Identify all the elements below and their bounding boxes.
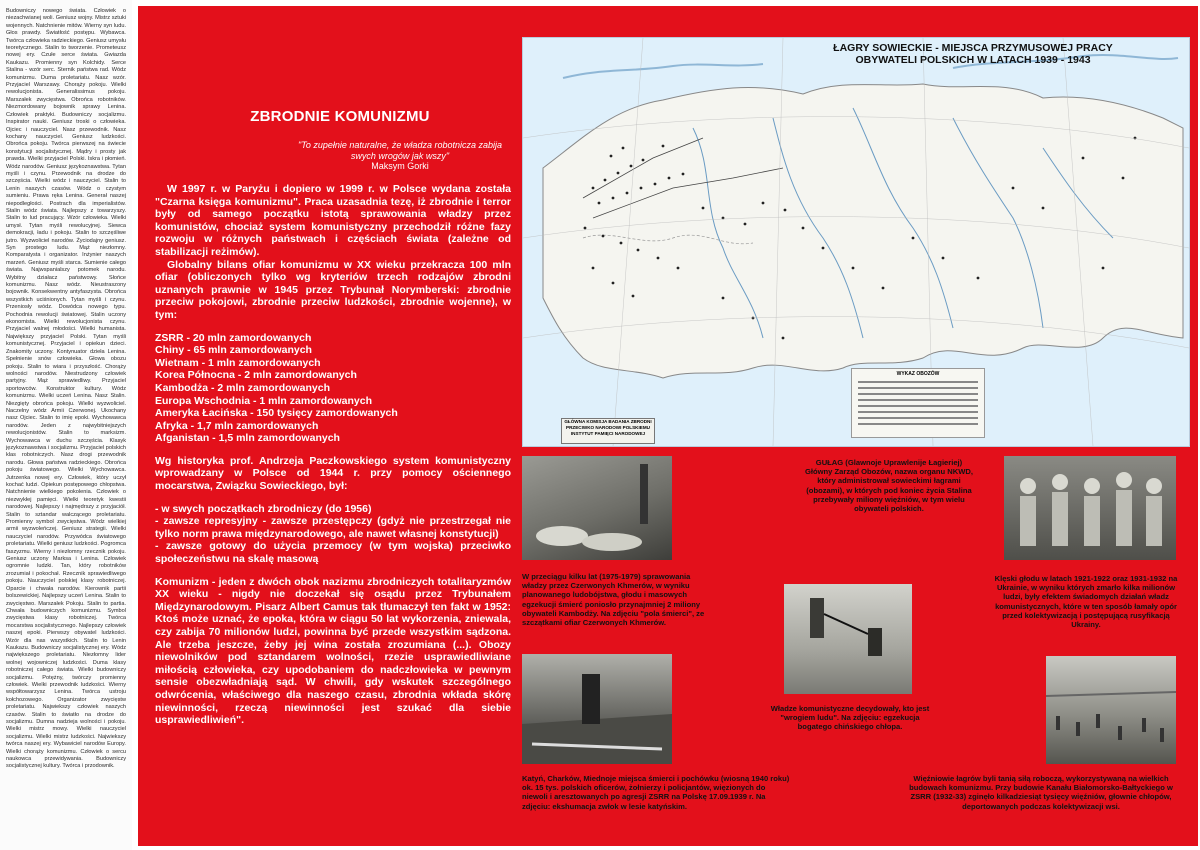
- list-item: Afryka - 1,7 mln zamordowanych: [155, 419, 319, 432]
- victims-list: [155, 332, 511, 445]
- list-item: Korea Północna - 2 mln zamordowanych: [155, 369, 357, 382]
- gulag-map: [522, 37, 1190, 447]
- photo-katyn: [522, 654, 672, 764]
- photo-famine-children-image: [1004, 456, 1176, 560]
- list-item: - zawsze represyjny - zawsze przestępczy (gdyż nie przestrzegał nie tylko norm prawa międzynarodowego, ale nawet własnej konstytucji): [155, 515, 511, 540]
- photo-famine-children: [1004, 456, 1176, 560]
- left-column-slogans: [0, 0, 132, 850]
- epigraph-quote: "To zupełnie naturalne, że władza robotnicza zabija swych wrogów jak wszy": [298, 140, 502, 161]
- list-item: Kambodża - 2 mln zamordowanych: [155, 381, 331, 394]
- caption-canal: Więźniowie łagrów byli tanią siłą roboczą, wykorzystywaną na wielkich budowach komunizmu. Przy budowie Kanału Białomorsko-Bałtyckiego w ZSRR (1932-33) zginęło kilkadziesiąt tysięcy więźniów, głownie chłopów, deportowanych podczas kolektywizacji wsi.: [909, 774, 1173, 811]
- map-title: [773, 42, 1173, 66]
- paragraph-paczkowski: Wg historyka prof. Andrzeja Paczkowskiego system komunistyczny wprowadzany w Polsce od 1944 r. przy pomocy ościennego mocarstwa, Związku Sowieckiego, był:: [155, 454, 511, 493]
- list-item: Ameryka Łacińska - 150 tysięcy zamordowanych: [155, 407, 398, 420]
- photo-katyn-image: [522, 654, 672, 764]
- paragraph-global-toll: Globalny bilans ofiar komunizmu w XX wieku przekracza 100 mln ofiar (obliczonych tylko wg kryteriów trzech rodzajów zbrodni uznanych prawnie w 1945 przez Trybunał Norymberski: zbrodnie przeciw pokojowi, zbrodnie przeciw ludzkości, zbrodnie wojenne), w tym:: [155, 258, 511, 321]
- photo-canal-workers-image: [1046, 656, 1176, 764]
- main-article: [155, 183, 511, 727]
- list-item: Wietnam - 1 mln zamordowanych: [155, 356, 321, 369]
- list-item: ZSRR - 20 mln zamordowanych: [155, 331, 312, 344]
- photo-killing-fields: [522, 456, 672, 560]
- list-item: - w swych początkach zbrodniczy (do 1956): [155, 502, 372, 515]
- caption-gulag: GUŁAG (Glawnoje Uprawlenije Łagieriej) Główny Zarząd Obozów, nazwa organu NKWD, który administrował sowieckimi łagrami (obozami), w których pod koniec życia Stalina przebywały miliony więźniów, w tym wielu obywateli polskich.: [804, 458, 974, 514]
- list-item: Chiny - 65 mln zamordowanych: [155, 344, 312, 357]
- paragraph-black-book: W 1997 r. w Paryżu i dopiero w 1999 r. w Polsce wydana została "Czarna księga komunizmu". Praca uzasadnia tezę, iż zbrodnie i terror były od samego początku istotą sprawowania władzy przez komunistów, chociaż system komunistyczny przechodził różne fazy rozwoju w różnych państwach i częściach świata (zależne od stabilizacji reżimów).: [155, 183, 511, 258]
- caption-ukraine-famine: Klęski głodu w latach 1921-1922 oraz 1931-1932 na Ukrainie, w wyniku których zmarło kilka milionów ludzi, były efektem świadomych działań władz komunistycznych, które w ten sposób łamały opór przed kolektywizacją i postępującą rusyfikacją Ukrainy.: [994, 574, 1178, 630]
- list-item: - zawsze gotowy do użycia przemocy (w tym wojska) przeciwko społeczeństwu na skalę masową: [155, 540, 511, 566]
- map-legend: [851, 368, 985, 438]
- photo-canal-workers: [1046, 656, 1176, 764]
- caption-khmer: W przeciągu kilku lat (1975-1979) sprawowania władzy przez Czerwonych Khmerów, w wyniku planowanego ludobójstwa, głodu i masowych egzekucji śmierć poniosło przynajmniej 2 miliony obywateli Kambodży. Na zdjęciu "pola śmierci", ze szczątkami ofiar Czerwonych Khmerów.: [522, 572, 705, 628]
- paragraph-camus: Komunizm - jeden z dwóch obok nazizmu zbrodniczych totalitaryzmów XX wieku - nigdy nie doczekał się osądu przez Trybunałem Międzynarodowym. Pisarz Albert Camus tak tłumaczył ten fakt w 1952: Ktoś może uznać, że epoka, która w ciągu 50 lat wykorzenia, zniewala, czy zabija 70 milionów ludzi, powinna być przede wszystkim sądzona. Ale trzeba jeszcze, żeby jej wina została zrozumiana (...). Obozy niewolników pod sztandarem wolności, rzezie usprawiedliwiane miłością człowieka, czy upodobaniem do nadczłowieka w pewnym sensie obezwładniają sąd. W chwili, gdy wskutek szczególnego odwrócenia, właściwego dla naszego czasu, zbrodnia wkłada skórę niewinności, rzeczą niewinności jest szukać dla siebie usprawiedliwień".: [155, 575, 511, 727]
- page-title: ZBRODNIE KOMUNIZMU: [250, 108, 430, 125]
- landmass: [543, 84, 1183, 378]
- map-title-line1: ŁAGRY SOWIECKIE - MIEJSCA PRZYMUSOWEJ PRACY: [833, 42, 1113, 54]
- photo-killing-fields-image: [522, 456, 672, 560]
- epigraph: [290, 140, 510, 172]
- caption-katyn: Katyń, Charków, Miednoje miejsca śmierci i pochówku (wiosną 1940 roku) ok. 15 tys. polskich oficerów, żołnierzy i policjantów, więzionych do niewoli i aresztowanych po agresji ZSRR na Polskę 17.09.1939 r. Na zdjęciu: ekshumacja zwłok w lesie katyńskim.: [522, 774, 790, 811]
- list-item: Europa Wschodnia - 1 mln zamordowanych: [155, 394, 373, 407]
- characteristics-list: [155, 503, 511, 566]
- photo-execution-image: [784, 584, 912, 694]
- map-institution-label: GŁÓWNA KOMISJA BADANIA ZBRODNI PRZECIWKO NARODOWI POLSKIEMU INSTYTUT PAMIĘCI NARODOWEJ: [561, 418, 655, 444]
- stalin-epithets-text: Budowniczy nowego świata. Człowiek o niezachwianej woli. Geniusz wojny. Mistrz sztuki wojennych. Natchnienie mitów. Wierny syn ludu. Głos prawdy. Światłość postępu. Wybawca. Twórca człowieka radzieckiego. Geniusz umysłu teoretycznego. Stalin to tworzenie. Prometeusz nowej ery. Czułe serce świata. Gwiazda Kaukazu. Promienny syn Kolchidy. Serce Stalina - wzór serc. Sternik państwa rad. Wódz komunizmu. Duma proletariatu. Nasz wzór. Przyjaciel Warszawy. Chorąży pokoju. Wielki rewolucjonista. Generalissimus pokoju. Marszałek zwycięstwa. Obrońca robotników. Niezmordowany bojownik sprawy Lenina. Człowiek praktyki. Budowniczy socjalizmu. Inspirator nauki. Geniusz troski o człowieka. Ojciec i nauczyciel. Nasz przewodnik. Nasz kochany nauczyciel. Geniusz ludzkości. Obrońca pokoju. Twórca pierwszej na świecie konstytucji socjalistycznej. Mądry i prosty jak prawda. Wielki przyjaciel Polski. Iskra i płomień. Wódz narodów. Geniusz językoznawstwa. Tytan myśli i czynu. Przewodnik na drodze do szczęścia. Wielki wódz i nauczyciel. Stalin to Lenin naszych czasów. Wódz o czystym sumieniu. Prawa ręka Lenina. Generał naszej niepodległości. Postrach dla imperialistów. Stalin wódz świata. Najlepszy z towarzyszy. Stalin to lud pracujący. Wzór człowieka. Wielki umysł. Tytan myśli rewolucyjnej. Siewca demokracji, ładu i pokoju. Stalin to szczęśliwe jutro. Wyzwoliciel narodów. Życiodajny geniusz. Syn prostego ludu. Mąż niezłomny. Komparatysta i organizator. Inżynier naszych marzeń. Geniusz myśli starca. Sumienie całego świata. Najwspanialszy potomek narodu. Wybitny działacz państwowy. Słońce komunizmu. Nasz wódz. Nieustraszony bojownik. Konsekwentny antyfaszysta. Obrońca wszystkich uciśnionych. Tytan myśli i czynu. Przeniosły wódz. Dowódca nowego typu. Pochodnia rewolucji światowej. Stalin uczony ekonomista. Wielki rewolucjonista czynu. Przyjaciel walnej młodości. Wielki humanista. Największy przyjaciel Polski. Tytan myśli komunistycznej. Przyjaciel i opiekun dzieci. Znakomity uczony. Kontynuator dzieła Lenina. Spełnienie snów człowieka. Głowa obozu pokoju. Stalin to wiara i przyszłość. Chorąży wolności narodów. Niestrudzony człowiek partyjny. Mąż sprawiedliwy. Przyjaciel sportowców. Konstruktor kultury. Wódz komunizmu. Wielki uczeń Lenina. Nasz Stalin. Niezgięty obrońca pokoju. Wielki wyzwoliciel. Naczelny wódz Armii Czerwonej. Ukochany nasz Ojciec. Stalin to imię epoki. Wychowawca narodów. Jeden z najwybitniejszych rewolucjonistów. Stalin to marksizm. Wychowawca w duchu szczęścia. Klasyk językoznawstwa i socjalizmu. Przyjaciel polskich klas robotniczych. Nasz drogi przewodnik narodu. Głowa państwa radzieckiego. Obrońca pokoju światowego. Wielki Wychowawca. Jutrzenka nowej ery. Człowiek, który uczył kochać ludzi. Opiekun postępowego chłopstwa. Natchnienie wielkiego pokolenia. Człowiek o niezwykłej pamięci. Wielki teoretyk kwestii narodowej. Najlepszy i najmędrszy z przyjaciół. Stalin to sztandar walczącego proletariatu. Promienny symbol zwycięstwa. Wódz wielkiej armii wyzwoleńczej. Geniusz strategii. Wielki nauczyciel narodów. Przywódca światowego proletariatu. Wielki geniusz ludzkości. Pogromca faszyzmu. Wierny i niezłomny rzecznik pokoju. Geniusz uczony Marksa i Lenina. Człowiek ogromnie ludzki. Tan, który robotników zrozumiał i pokochał. Rzecznik sprawiedliwego pokoju. Nauczyciel polskiej klasy robotniczej. Oparcie i chwała narodów. Kierownik partii bolszewickiej. Najlepszy uczeń Lenina. Stalin to zwycięstwo. Marszałek Pokoju. Stalin to partia. Chwała budowniczych komunizmu. Symbol zwycięstwa klasy robotniczej. Twórca mocarstwa socjalistycznego. Najlepszy człowiek naszej epoki. Pierwszy obywatel ludzkości. Wzór dla nas wszystkich. Stalin to Lenin Kaukazu. Budowniczy socjalistycznej ery. Wódz największego proletariatu. Niezłomny lider wolnej wojowniczej ludzkości. Duma klasy robotniczej całego świata. Wielki budowniczy socjalizmu. Potężny, twórczy promienny człowiek. Wielki przewodnik ludzkości. Wierny współtowarzysz Lenina. Twórca ustroju kołchozowego. Organizator zwycięstw proletariatu. Najwiekszy człowiek naszych czasów. Stalin to światło na drodze do socjalizmu. Dumna nadzieja wolności i pokoju. Wielki mistrz mowy. Wielki nauczyciel socjalizmu. Wielki mistrz ludzkości. Najwiekszy twórca naszej ery. Wybawiciel narodów Europy. Wielki chorąży komunizmu. Człowiek o sercu naukowca przewidywania. Budowniczy socjalistycznej kultury. Twórca i przodownik.: [6, 8, 127, 770]
- caption-china-execution: Władze komunistyczne decydowały, kto jest "wrogiem ludu". Na zdjęciu: egzekucja bogatego chińskiego chłopa.: [770, 704, 930, 732]
- map-legend-title: WYKAZ OBOZÓW: [896, 371, 940, 377]
- list-item: Afganistan - 1,5 mln zamordowanych: [155, 432, 340, 445]
- photo-execution: [784, 584, 912, 694]
- map-title-line2: OBYWATELI POLSKICH W LATACH 1939 - 1943: [855, 54, 1091, 66]
- epigraph-author: Maksym Gorki: [371, 161, 429, 171]
